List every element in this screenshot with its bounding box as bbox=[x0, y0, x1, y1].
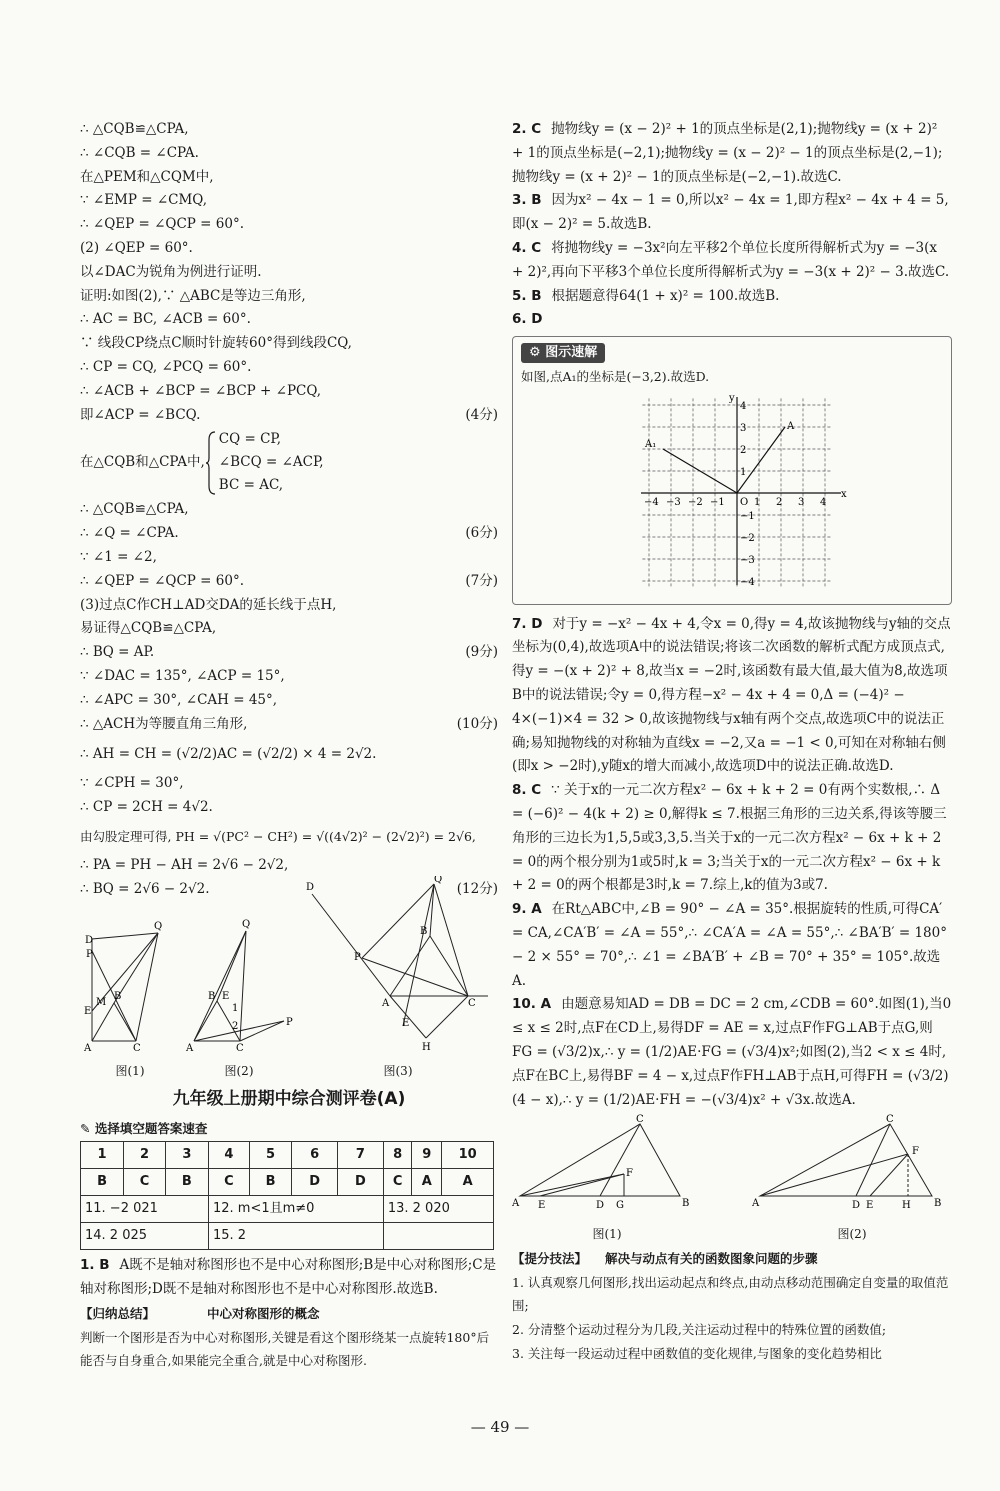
svg-text:B: B bbox=[114, 990, 122, 1002]
answer-1: 1. B A既不是轴对称图形也不是中心对称图形;B是中心对称图形;C是轴对称图形;D既不是轴对称图形也不是中心对称图形.故选B. bbox=[80, 1257, 497, 1297]
proof-line: ∴ △CQB≌△CPA, bbox=[80, 501, 189, 518]
proof-line: ∵ 线段CP绕点C顺时针旋转60°得到线段CQ, bbox=[80, 335, 352, 352]
figure-caption: 图(1) bbox=[115, 1063, 145, 1078]
question-number-cell: 5 bbox=[249, 1142, 291, 1169]
answer-cell: 13. 2 020 bbox=[383, 1196, 493, 1223]
answer-3: 3. B 因为x² − 4x − 1 = 0,所以x² − 4x = 1,即方程x² − 4x + 4 = 5,即(x − 2)² = 5.故选B. bbox=[512, 192, 949, 233]
figure-3 bbox=[298, 876, 498, 1084]
tip-item: 3. 关注每一段运动过程中函数值的变化规律,与图象的变化趋势相比 bbox=[512, 1346, 882, 1362]
svg-text:E: E bbox=[866, 1200, 874, 1212]
answer-cell: 15. 2 bbox=[208, 1223, 383, 1250]
svg-text:B: B bbox=[934, 1198, 942, 1210]
figure-caption: 图(3) bbox=[383, 1063, 413, 1078]
svg-text:D: D bbox=[85, 934, 94, 946]
y-tick-label: 2 bbox=[740, 444, 747, 456]
svg-text:B: B bbox=[208, 990, 216, 1002]
answer-4: 4. C 将抛物线y = −3x²向左平移2个单位长度所得解析式为y = −3(x + 2)²,再向下平移3个单位长度所得解析式为y = −3(x + 2)² − 3.故选C. bbox=[512, 239, 950, 280]
svg-text:A: A bbox=[752, 1198, 760, 1210]
y-tick-label: −4 bbox=[740, 576, 755, 588]
question-number-cell: 10 bbox=[442, 1142, 494, 1169]
svg-text:C: C bbox=[236, 1042, 244, 1051]
triangle-diagram-1 bbox=[512, 1114, 702, 1214]
svg-text:x: x bbox=[841, 488, 847, 500]
y-tick-label: 4 bbox=[740, 400, 747, 412]
question-number-cell: 1 bbox=[81, 1142, 124, 1169]
score-mark: (4分) bbox=[465, 406, 498, 423]
answer-9: 9. A 在Rt△ABC中,∠B = 90° − ∠A = 35°.根据旋转的性质,可得CA′ = CA,∠CA′B′ = ∠A = 55°,∴ ∠CA′A = ∠A = 55°,∴ ∠BA′B′ = 180° − 2 × 55° = 70°,∴ ∠1 = ∠BA′B′ + ∠B = 70° + 35° = 105°.故选A. bbox=[512, 901, 947, 989]
page-number: — 49 — bbox=[470, 1418, 530, 1436]
y-tick-label: 3 bbox=[740, 422, 747, 434]
brace-block: 在△CQB和△CPA中, CQ = CP, ∠BCQ = ∠ACP, BC = AC, bbox=[80, 427, 498, 498]
svg-text:C: C bbox=[133, 1042, 141, 1051]
answer-table bbox=[80, 1141, 494, 1250]
brace-line: CQ = CP, bbox=[218, 431, 282, 448]
question-number-cell: 4 bbox=[208, 1142, 249, 1169]
gear-icon: ⚙ bbox=[529, 345, 541, 361]
proof-line: ∴ ∠ACB + ∠BCP = ∠BCP + ∠PCQ, bbox=[80, 382, 322, 399]
proof-line: 证明:如图(2),∵ △ABC是等边三角形, bbox=[80, 287, 306, 304]
answer-letter-cell: C bbox=[383, 1169, 412, 1196]
svg-text:E: E bbox=[84, 1005, 92, 1017]
svg-text:E: E bbox=[538, 1200, 546, 1212]
coordinate-grid bbox=[521, 389, 941, 589]
svg-text:Q: Q bbox=[434, 875, 443, 885]
proof-line: (2) ∠QEP = 60°. bbox=[80, 239, 193, 256]
svg-text:O: O bbox=[740, 496, 749, 508]
question-number-cell: 6 bbox=[292, 1142, 338, 1169]
svg-text:A: A bbox=[382, 997, 390, 1009]
brace-line: ∠BCQ = ∠ACP, bbox=[218, 454, 324, 471]
svg-text:C: C bbox=[886, 1114, 894, 1126]
proof-line: ∵ ∠EMP = ∠CMQ, bbox=[80, 192, 207, 209]
section-title: 九年级上册期中综合测评卷(A) bbox=[172, 1088, 406, 1109]
svg-text:H: H bbox=[902, 1200, 911, 1212]
svg-text:y: y bbox=[729, 392, 735, 404]
x-tick-label: −3 bbox=[666, 496, 681, 508]
question-number-cell: 9 bbox=[412, 1142, 442, 1169]
proof-line: (3)过点C作CH⊥AD交DA的延长线于点H, bbox=[80, 596, 337, 613]
svg-text:G: G bbox=[616, 1200, 624, 1212]
svg-text:P: P bbox=[354, 951, 361, 963]
triangle-figure-2 bbox=[752, 1114, 952, 1247]
proof-line: ∴ △CQB≌△CPA, bbox=[80, 121, 189, 137]
figure-caption: 图(1) bbox=[592, 1227, 622, 1242]
x-tick-label: −1 bbox=[710, 496, 725, 508]
tip-item: 1. 认真观察几何图形,找出运动起点和终点,由动点移动范围确定自变量的取值范围; bbox=[512, 1274, 949, 1314]
svg-text:H: H bbox=[422, 1041, 431, 1051]
score-mark: (9分) bbox=[465, 644, 498, 661]
table-row bbox=[81, 1196, 494, 1223]
svg-text:2: 2 bbox=[232, 1020, 239, 1032]
tip-item: 2. 分清整个运动过程分为几段,关注运动过程中的特殊位置的函数值; bbox=[512, 1322, 887, 1338]
svg-text:Q: Q bbox=[242, 918, 251, 930]
answer-7: 7. D 对于y = −x² − 4x + 4,令x = 0,得y = 4,故该抛物线与y轴的交点坐标为(0,4),故选项A中的说法错误;将该二次函数的解析式配方成顶点式,得y = −(x + 2)² + 8,故当x = −2时,该函数有最大值,最大值为8,故选项B中的说法错误;令y = 0,得方程−x² − 4x + 4 = 0,Δ = (−4)² − 4×(−1)×4 = 32 > 0,故该抛物线与x轴有两个交点,故选项C中的说法正确;易知抛物线的对称轴为直线x = −2,又a = −1 < 0,可知在对称轴右侧(即x > −2时),y随x的增大而减小,故选项D中的说法正确.故选D. bbox=[512, 615, 951, 775]
proof-line: ∴ AH = CH = (√2/2)AC = (√2/2) × 4 = 2√2. bbox=[80, 746, 377, 763]
proof-line: ∴ ∠QEP = ∠QCP = 60°. (7分) bbox=[80, 570, 498, 594]
answer-5: 5. B 根据题意得64(1 + x)² = 100.故选B. bbox=[512, 287, 780, 304]
score-mark: (6分) bbox=[465, 525, 498, 542]
answer-letter-cell: B bbox=[165, 1169, 208, 1196]
y-tick-label: −2 bbox=[740, 532, 755, 544]
table-row bbox=[81, 1169, 494, 1196]
x-tick-label: 3 bbox=[798, 496, 805, 508]
proof-line: ∴ CP = CQ, ∠PCQ = 60°. bbox=[80, 358, 252, 375]
svg-text:C: C bbox=[636, 1114, 644, 1126]
proof-line: ∴ ∠APC = 30°, ∠CAH = 45°, bbox=[80, 691, 278, 708]
quick-solution-text: 如图,点A₁的坐标是(−3,2).故选D. bbox=[521, 368, 710, 384]
summary-heading: 【归纳总结】 中心对称图形的概念 bbox=[80, 1305, 320, 1321]
left-column bbox=[80, 118, 498, 1373]
answer-letter-cell: A bbox=[442, 1169, 494, 1196]
summary-text: 判断一个图形是否为中心对称图形,关键是看这个图形绕某一点旋转180°后能否与自身重合,如果能完全重合,就是中心对称图形. bbox=[80, 1329, 490, 1369]
svg-text:Q: Q bbox=[154, 920, 163, 932]
svg-text:P: P bbox=[86, 948, 93, 960]
x-tick-label: −2 bbox=[688, 496, 703, 508]
svg-text:B: B bbox=[682, 1198, 690, 1210]
answer-6: 6. D bbox=[512, 311, 543, 328]
proof-line: ∴ CP = 2CH = 4√2. bbox=[80, 799, 213, 816]
svg-text:C: C bbox=[468, 997, 476, 1009]
x-tick-label: −4 bbox=[644, 496, 659, 508]
proof-line: ∴ ∠CQB = ∠CPA. bbox=[80, 144, 199, 161]
svg-text:A₁: A₁ bbox=[645, 438, 657, 450]
svg-text:F: F bbox=[912, 1146, 919, 1158]
answer-letter-cell: C bbox=[208, 1169, 249, 1196]
svg-text:D: D bbox=[306, 881, 315, 893]
svg-text:E: E bbox=[222, 990, 230, 1002]
proof-line: 由勾股定理可得, PH = √(PC² − CH²) = √((4√2)² − (2√2)²) = 2√6, bbox=[80, 828, 476, 844]
right-column bbox=[512, 118, 952, 1366]
svg-text:F: F bbox=[626, 1168, 633, 1180]
geometry-figure-2 bbox=[184, 901, 294, 1051]
geometry-figure-1 bbox=[80, 901, 180, 1051]
proof-line: ∴ AC = BC, ∠ACB = 60°. bbox=[80, 311, 251, 328]
proof-line: ∴ PA = PH − AH = 2√6 − 2√2, bbox=[80, 856, 289, 873]
answer-cell bbox=[383, 1223, 493, 1250]
triangle-figure-1 bbox=[512, 1114, 702, 1247]
quick-solution-title: ⚙ 图示速解 bbox=[521, 343, 605, 363]
table-row bbox=[81, 1142, 494, 1169]
x-tick-label: 1 bbox=[754, 496, 761, 508]
proof-line: ∵ ∠CPH = 30°, bbox=[80, 775, 184, 792]
pencil-icon: ✎ bbox=[80, 1121, 91, 1137]
svg-text:P: P bbox=[286, 1016, 293, 1028]
proof-line: ∴ BQ = 2√6 − 2√2. (12分) bbox=[80, 878, 498, 902]
question-number-cell: 7 bbox=[338, 1142, 384, 1169]
answer-cell: 14. 2 025 bbox=[81, 1223, 209, 1250]
quick-solution-box bbox=[512, 336, 952, 604]
answer-letter-cell: D bbox=[292, 1169, 338, 1196]
score-mark: (12分) bbox=[456, 880, 498, 897]
proof-line: 以∠DAC为锐角为例进行证明. bbox=[80, 263, 262, 280]
question-number-cell: 3 bbox=[165, 1142, 208, 1169]
figure-1 bbox=[80, 901, 180, 1084]
score-mark: (7分) bbox=[465, 572, 498, 589]
proof-line: ∵ ∠DAC = 135°, ∠ACP = 15°, bbox=[80, 667, 285, 684]
proof-line: ∴ BQ = AP. (9分) bbox=[80, 641, 498, 665]
answer-letter-cell: C bbox=[124, 1169, 166, 1196]
x-tick-label: 4 bbox=[820, 496, 827, 508]
proof-line: ∴ ∠Q = ∠CPA. (6分) bbox=[80, 522, 498, 546]
brace-line: BC = AC, bbox=[218, 477, 284, 494]
svg-text:A: A bbox=[186, 1042, 194, 1051]
table-row bbox=[81, 1223, 494, 1250]
proof-line: 易证得△CQB≌△CPA, bbox=[80, 620, 217, 637]
answer-letter-cell: A bbox=[412, 1169, 442, 1196]
brace-icon bbox=[205, 430, 217, 496]
answer-cell: 11. −2 021 bbox=[81, 1196, 209, 1223]
svg-text:D: D bbox=[596, 1200, 605, 1212]
x-tick-label: 2 bbox=[776, 496, 783, 508]
question-number-cell: 8 bbox=[383, 1142, 412, 1169]
svg-text:1: 1 bbox=[232, 1002, 239, 1014]
svg-text:A: A bbox=[84, 1042, 92, 1051]
proof-line: 即∠ACP = ∠BCQ. (4分) bbox=[80, 404, 498, 428]
answer-letter-cell: B bbox=[249, 1169, 291, 1196]
answer-10: 10. A 由题意易知AD = DB = DC = 2 cm,∠CDB = 60°.如图(1),当0 ≤ x ≤ 2时,点F在CD上,易得DF = AE = x,过点F作FG⊥AB于点G,则FG = (√3/2)x,∴ y = (1/2)AE·FG = (√3/4)x²;如图(2),当2 < x ≤ 4时,点F在BC上,易得BF = 4 − x,过点F作FH⊥AB于点H,可得FH = (√3/2)(4 − x),∴ y = (1/2)AE·FH = −(√3/4)x² + √3x.故选A. bbox=[512, 996, 952, 1108]
figure-caption: 图(2) bbox=[837, 1227, 867, 1242]
y-tick-label: −3 bbox=[740, 554, 755, 566]
score-mark: (10分) bbox=[456, 715, 498, 732]
question-number-cell: 2 bbox=[124, 1142, 166, 1169]
proof-line: 在△PEM和△CQM中, bbox=[80, 168, 214, 185]
answer-cell: 12. m<1且m≠0 bbox=[208, 1196, 383, 1223]
proof-line: ∵ ∠1 = ∠2, bbox=[80, 548, 157, 565]
answer-8: 8. C ∵ 关于x的一元二次方程x² − 6x + k + 2 = 0有两个实数根,∴ Δ = (−6)² − 4(k + 2) ≥ 0,解得k ≤ 7.根据三角形的三边关系,得该等腰三角形的三边长为1,5,5或3,3,5.当关于x的一元二次方程x² − 6x + k + 2 = 0的两个根分别为1或5时,k = 3;当关于x的一元二次方程x² − 6x + k + 2 = 0的两个根都是3时,k = 7.综上,k的值为3或7. bbox=[512, 782, 947, 894]
figure-2 bbox=[184, 901, 294, 1084]
figure-caption: 图(2) bbox=[224, 1063, 254, 1078]
proof-line: ∴ △ACH为等腰直角三角形, (10分) bbox=[80, 713, 498, 737]
svg-text:D: D bbox=[852, 1200, 861, 1212]
svg-text:A: A bbox=[512, 1198, 520, 1210]
y-tick-label: 1 bbox=[740, 466, 747, 478]
triangle-diagram-2 bbox=[752, 1114, 952, 1214]
y-tick-label: −1 bbox=[740, 510, 755, 522]
proof-line: ∴ ∠QEP = ∠QCP = 60°. bbox=[80, 216, 244, 233]
svg-text:B: B bbox=[420, 925, 428, 937]
triangle-figures bbox=[512, 1114, 952, 1247]
answer-letter-cell: D bbox=[338, 1169, 384, 1196]
proof-lines-block bbox=[80, 118, 498, 404]
answer-2: 2. C 抛物线y = (x − 2)² + 1的顶点坐标是(2,1);抛物线y = (x + 2)² + 1的顶点坐标是(−2,1);抛物线y = (x − 2)² − 1的顶点坐标是(2,−1);抛物线y = (x + 2)² − 1的顶点坐标是(−2,−1).故选C. bbox=[512, 121, 943, 185]
answer-letter-cell: B bbox=[81, 1169, 124, 1196]
geometry-figure-3 bbox=[298, 876, 498, 1051]
svg-text:A: A bbox=[787, 420, 795, 432]
svg-text:M: M bbox=[96, 996, 107, 1008]
quick-answer-heading: ✎ 选择填空题答案速查 bbox=[80, 1121, 208, 1137]
tip-heading: 【提分技法】 解决与动点有关的函数图象问题的步骤 bbox=[512, 1250, 818, 1266]
svg-text:E: E bbox=[402, 1017, 410, 1029]
